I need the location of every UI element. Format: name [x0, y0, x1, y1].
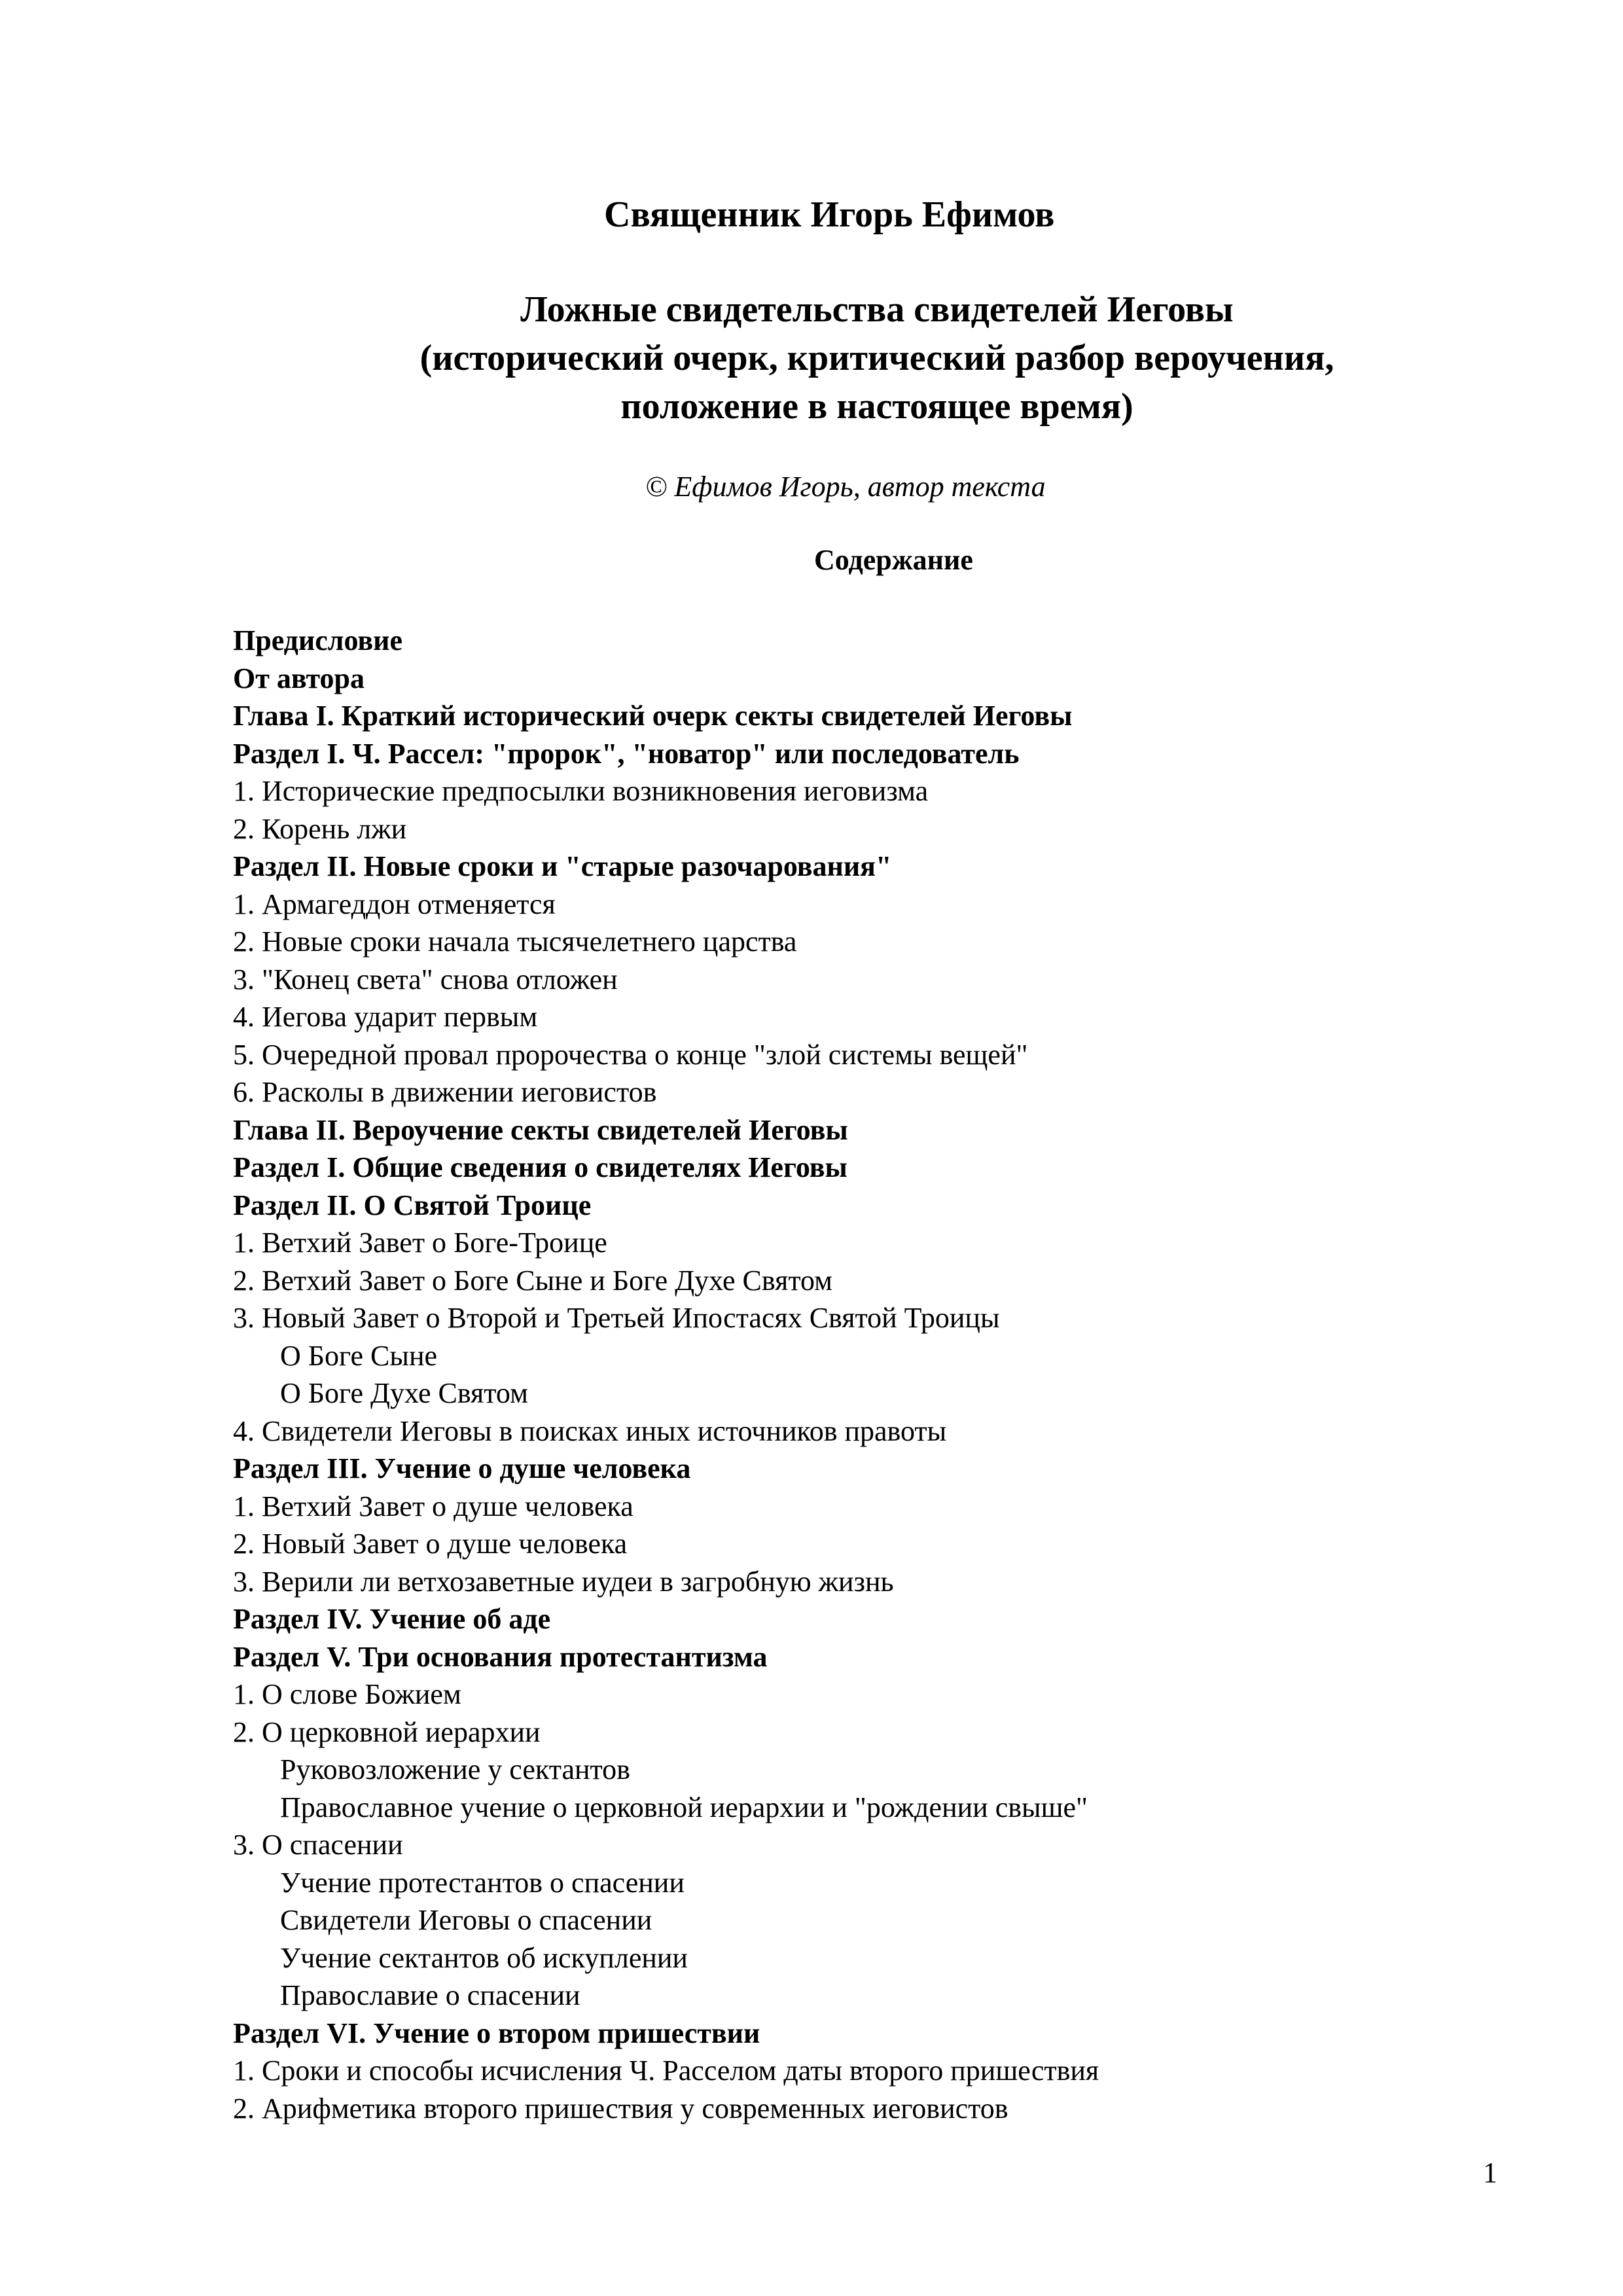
title-line: положение в настоящее время) — [620, 386, 1133, 427]
toc-entry-item: 2. Новые сроки начала тысячелетнего царства — [233, 925, 797, 958]
toc-entry-front-matter: От автора — [233, 662, 365, 694]
toc-entry-item: 1. Исторические предпосылки возникновения иеговизма — [233, 775, 929, 807]
toc-entry-subitem: Учение сектантов об искуплении — [280, 1941, 688, 1974]
toc-entry-item: 3. "Конец света" снова отложен — [233, 963, 618, 996]
copyright-line: © Ефимов Игорь, автор текста — [645, 471, 1046, 503]
toc-entry-front-matter: Предисловие — [233, 624, 403, 656]
toc-entry-chapter: Глава II. Вероучение секты свидетелей Иеговы — [233, 1113, 848, 1146]
toc-entry-item: 3. Верили ли ветхозаветные иудеи в загробную жизнь — [233, 1565, 894, 1598]
toc-entry-section: Раздел VI. Учение о втором пришествии — [233, 2017, 760, 2049]
toc-entry-item: 1. Армагеддон отменяется — [233, 888, 556, 920]
toc-entry-subitem: О Боге Духе Святом — [280, 1377, 528, 1409]
toc-entry-item: 2. Корень лжи — [233, 812, 407, 845]
toc-entry-item: 1. Ветхий Завет о душе человека — [233, 1490, 633, 1522]
toc-entry-subitem: Учение протестантов о спасении — [280, 1866, 685, 1899]
toc-entry-subitem: Православие о спасении — [280, 1979, 580, 2011]
toc-entry-section: Раздел III. Учение о душе человека — [233, 1452, 691, 1484]
toc-entry-item: 1. Сроки и способы исчисления Ч. Расселом даты второго пришествия — [233, 2054, 1099, 2087]
toc-entry-chapter: Глава I. Краткий исторический очерк секты свидетелей Иеговы — [233, 700, 1073, 732]
toc-entry-section: Раздел IV. Учение об аде — [233, 1603, 551, 1635]
toc-entry-section: Раздел II. Новые сроки и "старые разочарования" — [233, 850, 892, 882]
toc-entry-item: 2. Новый Завет о душе человека — [233, 1528, 628, 1560]
toc-entry-section: Раздел I. Ч. Рассел: "пророк", "новатор" или последователь — [233, 737, 1020, 770]
toc-entry-item: 5. Очередной провал пророчества о конце "злой системы вещей" — [233, 1038, 1028, 1071]
table-of-contents — [233, 622, 1099, 2127]
toc-entry-subitem: Православное учение о церковной иерархии и "рождении свыше" — [280, 1791, 1088, 1823]
page-number: 1 — [1483, 2157, 1497, 2189]
toc-entry-section: Раздел I. Общие сведения о свидетелях Иеговы — [233, 1151, 847, 1183]
contents-heading: Содержание — [814, 544, 973, 576]
toc-entry-subitem: Свидетели Иеговы о спасении — [280, 1904, 652, 1936]
toc-entry-item: 4. Иегова ударит первым — [233, 1001, 538, 1033]
toc-entry-item: 3. О спасении — [233, 1829, 403, 1861]
toc-entry-subitem: Руковозложение у сектантов — [280, 1753, 630, 1785]
toc-entry-item: 1. Ветхий Завет о Боге-Троице — [233, 1227, 607, 1259]
toc-entry-item: 2. Ветхий Завет о Боге Сыне и Боге Духе Святом — [233, 1264, 832, 1297]
toc-entry-item: 2. Арифметика второго пришествия у современных иеговистов — [233, 2092, 1008, 2125]
toc-entry-item: 2. О церковной иерархии — [233, 1715, 541, 1748]
title-line: (исторический очерк, критический разбор вероучения, — [419, 338, 1334, 378]
toc-entry-item: 6. Расколы в движении иеговистов — [233, 1076, 657, 1108]
toc-entry-subitem: О Боге Сыне — [280, 1339, 438, 1372]
author-heading: Священник Игорь Ефимов — [604, 194, 1055, 235]
title-line: Ложные свидетельства свидетелей Иеговы — [520, 289, 1234, 330]
toc-entry-item: 3. Новый Завет о Второй и Третьей Ипостасях Святой Троицы — [233, 1302, 1000, 1334]
toc-entry-section: Раздел V. Три основания протестантизма — [233, 1640, 768, 1673]
book-title — [0, 285, 1623, 431]
toc-entry-section: Раздел II. О Святой Троице — [233, 1189, 592, 1221]
toc-entry-item: 1. О слове Божием — [233, 1678, 461, 1710]
toc-entry-item: 4. Свидетели Иеговы в поисках иных источников правоты — [233, 1414, 947, 1447]
